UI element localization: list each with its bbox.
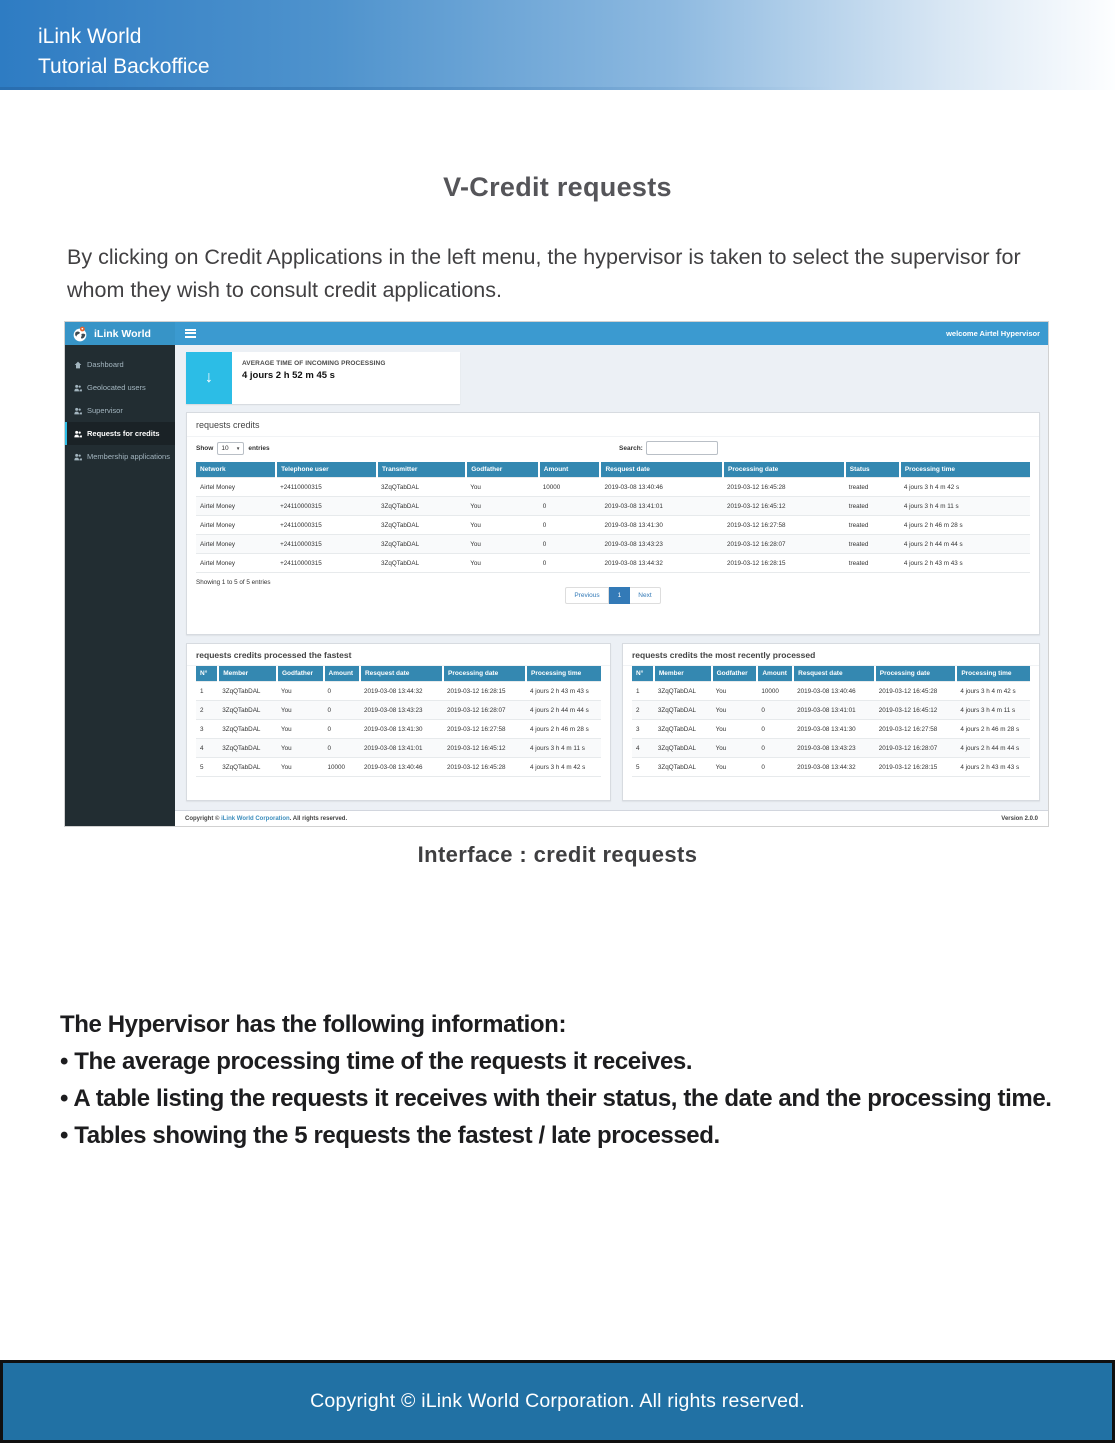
- cell: 2019-03-12 16:28:15: [443, 682, 526, 701]
- cell: 2019-03-08 13:41:30: [600, 516, 723, 535]
- column-header[interactable]: Status: [845, 462, 900, 478]
- cell: 4 jours 2 h 44 m 44 s: [526, 701, 601, 720]
- cell: 2019-03-08 13:41:01: [600, 497, 723, 516]
- cell: 4 jours 3 h 4 m 42 s: [956, 682, 1030, 701]
- info-bullet: • Tables showing the 5 requests the fastest / late processed.: [60, 1122, 720, 1149]
- users-icon: [74, 430, 82, 438]
- users-icon: [74, 453, 82, 461]
- column-header[interactable]: N°: [196, 666, 218, 682]
- cell: Airtel Money: [196, 554, 276, 573]
- cell: 2019-03-12 16:28:07: [875, 739, 957, 758]
- cell: +24110000315: [276, 554, 377, 573]
- cell: treated: [845, 554, 900, 573]
- sidebar-item-label: Supervisor: [87, 406, 123, 415]
- table-row: [196, 478, 1030, 497]
- cell: treated: [845, 516, 900, 535]
- cell: 3ZqQTabDAL: [377, 478, 466, 497]
- pagination-next-button[interactable]: Next: [630, 587, 660, 604]
- cell: 2019-03-12 16:27:58: [443, 720, 526, 739]
- globe-pin-icon: [72, 326, 88, 342]
- cell: 2019-03-12 16:45:12: [443, 739, 526, 758]
- cell: 2019-03-08 13:41:30: [360, 720, 443, 739]
- column-header[interactable]: Resquest date: [360, 666, 443, 682]
- cell: 3ZqQTabDAL: [218, 701, 277, 720]
- column-header[interactable]: Processing time: [956, 666, 1030, 682]
- cell: You: [466, 497, 539, 516]
- column-header[interactable]: Resquest date: [600, 462, 723, 478]
- table-row: [196, 682, 601, 701]
- cell: You: [712, 739, 758, 758]
- column-header[interactable]: Godfather: [277, 666, 324, 682]
- table-row: [196, 720, 601, 739]
- cell: 4 jours 2 h 43 m 43 s: [526, 682, 601, 701]
- cell: 2: [632, 701, 654, 720]
- cell: 4: [632, 739, 654, 758]
- cell: 4 jours 2 h 46 m 28 s: [956, 720, 1030, 739]
- cell: 3ZqQTabDAL: [654, 701, 712, 720]
- cell: 2019-03-08 13:43:23: [360, 701, 443, 720]
- cell: 4 jours 2 h 46 m 28 s: [526, 720, 601, 739]
- cell: 2019-03-12 16:45:12: [723, 497, 845, 516]
- users-icon: [74, 407, 82, 415]
- cell: 2019-03-12 16:45:28: [443, 758, 526, 777]
- cell: treated: [845, 535, 900, 554]
- cell: 2019-03-08 13:44:32: [600, 554, 723, 573]
- column-header[interactable]: N°: [632, 666, 654, 682]
- cell: 2019-03-08 13:41:01: [360, 739, 443, 758]
- header-line-1: iLink World: [38, 25, 142, 48]
- cell: Airtel Money: [196, 535, 276, 554]
- requests-credits-table: [196, 462, 1030, 573]
- info-block: [60, 1006, 1070, 1154]
- copyright-suffix: . All rights reserved.: [289, 815, 348, 822]
- copyright-link[interactable]: iLink World Corporation: [221, 815, 290, 822]
- cell: 3ZqQTabDAL: [654, 720, 712, 739]
- column-header[interactable]: Processing date: [723, 462, 845, 478]
- cell: 0: [757, 758, 793, 777]
- cell: You: [712, 701, 758, 720]
- table-header-row: [196, 462, 1030, 478]
- cell: 4 jours 2 h 43 m 43 s: [900, 554, 1030, 573]
- sidebar-item-label: Requests for credits: [87, 429, 160, 438]
- show-label: Show: [196, 445, 214, 452]
- sidebar-item-geolocated-users[interactable]: [65, 376, 175, 399]
- cell: 3ZqQTabDAL: [377, 497, 466, 516]
- table-row: [196, 554, 1030, 573]
- cell: You: [466, 535, 539, 554]
- table-row: [632, 739, 1030, 758]
- cell: 2019-03-08 13:40:46: [360, 758, 443, 777]
- sidebar-item-label: Geolocated users: [87, 383, 146, 392]
- app-version: Version 2.0.0: [1001, 815, 1038, 822]
- figure-caption: Interface : credit requests: [417, 842, 698, 867]
- cell: +24110000315: [276, 516, 377, 535]
- cell: 2019-03-12 16:28:07: [723, 535, 845, 554]
- cell: 2019-03-08 13:41:01: [793, 701, 875, 720]
- cell: You: [466, 554, 539, 573]
- down-arrow-icon: ↓: [186, 352, 232, 404]
- page-footer: [0, 1360, 1115, 1443]
- app-logo[interactable]: [65, 322, 175, 345]
- info-heading: The Hypervisor has the following information:: [60, 1011, 567, 1038]
- cell: treated: [845, 497, 900, 516]
- panel-title: requests credits the most recently processed: [623, 644, 1039, 666]
- cell: You: [712, 758, 758, 777]
- cell: Airtel Money: [196, 478, 276, 497]
- table-row: [196, 516, 1030, 535]
- cell: 4 jours 2 h 44 m 44 s: [900, 535, 1030, 554]
- cell: You: [277, 739, 324, 758]
- column-header[interactable]: Processing time: [526, 666, 601, 682]
- requests-credits-panel: [186, 412, 1040, 635]
- cell: 4 jours 3 h 4 m 11 s: [900, 497, 1030, 516]
- copyright-prefix: Copyright ©: [185, 815, 222, 822]
- info-bullet: • The average processing time of the requests it receives.: [60, 1048, 693, 1075]
- backoffice-screenshot: [65, 322, 1048, 826]
- app-copyright: [185, 816, 347, 822]
- cell: You: [712, 720, 758, 739]
- cell: 4 jours 3 h 4 m 42 s: [526, 758, 601, 777]
- table-row: [196, 701, 601, 720]
- app-navbar: [65, 322, 1048, 345]
- cell: 3ZqQTabDAL: [218, 720, 277, 739]
- cell: 2019-03-12 16:28:15: [875, 758, 957, 777]
- average-time-label: AVERAGE TIME OF INCOMING PROCESSING: [242, 360, 386, 367]
- cell: 3ZqQTabDAL: [377, 554, 466, 573]
- cell: 2019-03-08 13:41:30: [793, 720, 875, 739]
- cell: 2019-03-12 16:45:28: [875, 682, 957, 701]
- table-row: [196, 739, 601, 758]
- intro-paragraph: By clicking on Credit Applications in the left menu, the hypervisor is taken to select the supervisor for whom they wish to consult credit applications.: [67, 245, 1021, 302]
- cell: You: [277, 701, 324, 720]
- column-header[interactable]: Resquest date: [793, 666, 875, 682]
- panel-title: requests credits: [187, 413, 1039, 437]
- cell: 4 jours 3 h 4 m 42 s: [900, 478, 1030, 497]
- cell: You: [277, 758, 324, 777]
- table-row: [196, 497, 1030, 516]
- table-row: [632, 758, 1030, 777]
- cell: You: [277, 720, 324, 739]
- cell: 5: [632, 758, 654, 777]
- page-footer-text: Copyright © iLink World Corporation. All rights reserved.: [310, 1390, 805, 1412]
- cell: 2019-03-12 16:45:12: [875, 701, 957, 720]
- cell: 3: [632, 720, 654, 739]
- sidebar-item-membership-applications[interactable]: [65, 445, 175, 468]
- cell: 10000: [539, 478, 601, 497]
- cell: Airtel Money: [196, 516, 276, 535]
- sidebar-item-supervisor[interactable]: [65, 399, 175, 422]
- cell: 10000: [757, 682, 793, 701]
- cell: 0: [757, 701, 793, 720]
- column-header[interactable]: Amount: [324, 666, 360, 682]
- cell: 0: [324, 739, 360, 758]
- column-header[interactable]: Processing date: [443, 666, 526, 682]
- welcome-user[interactable]: welcome Airtel Hypervisor: [946, 329, 1040, 338]
- cell: 3ZqQTabDAL: [218, 758, 277, 777]
- fastest-requests-table: [196, 666, 601, 777]
- cell: 3ZqQTabDAL: [377, 535, 466, 554]
- pagination-previous-button[interactable]: Previous: [565, 587, 608, 604]
- cell: 0: [539, 516, 601, 535]
- table-controls: [187, 437, 1039, 462]
- column-header[interactable]: Telephone user: [276, 462, 377, 478]
- column-header[interactable]: Processing time: [900, 462, 1030, 478]
- cell: 3ZqQTabDAL: [654, 682, 712, 701]
- cell: 3ZqQTabDAL: [218, 739, 277, 758]
- show-entries-group: [196, 442, 270, 455]
- cell: 3ZqQTabDAL: [654, 739, 712, 758]
- table-row: [632, 720, 1030, 739]
- cell: 4 jours 2 h 46 m 28 s: [900, 516, 1030, 535]
- cell: 5: [196, 758, 218, 777]
- search-group: [619, 441, 718, 455]
- table-header-row: [632, 666, 1030, 682]
- cell: treated: [845, 478, 900, 497]
- cell: +24110000315: [276, 478, 377, 497]
- cell: 2019-03-08 13:40:46: [793, 682, 875, 701]
- cell: You: [466, 478, 539, 497]
- app-sidebar: [65, 345, 175, 826]
- average-time-widget: [186, 352, 460, 404]
- column-header[interactable]: Member: [218, 666, 277, 682]
- cell: 2019-03-08 13:43:23: [600, 535, 723, 554]
- app-footer: [175, 810, 1048, 826]
- recent-requests-panel: [622, 643, 1040, 801]
- document-header-text: [38, 22, 210, 82]
- column-header[interactable]: Processing date: [875, 666, 957, 682]
- info-bullet: • A table listing the requests it receives with their status, the date and the processing time.: [60, 1085, 1052, 1112]
- cell: 2019-03-12 16:45:28: [723, 478, 845, 497]
- cell: 0: [757, 739, 793, 758]
- cell: 2019-03-08 13:40:46: [600, 478, 723, 497]
- sidebar-item-label: Dashboard: [87, 360, 124, 369]
- sidebar-item-label: Membership applications: [87, 452, 170, 461]
- average-time-value: 4 jours 2 h 52 m 45 s: [242, 370, 335, 381]
- column-header[interactable]: Amount: [539, 462, 601, 478]
- cell: 2019-03-08 13:44:32: [360, 682, 443, 701]
- recent-requests-table: [632, 666, 1030, 777]
- table-row: [632, 682, 1030, 701]
- cell: 4: [196, 739, 218, 758]
- pagination: [187, 587, 1039, 604]
- cell: 4 jours 2 h 44 m 44 s: [956, 739, 1030, 758]
- app-content: [175, 345, 1048, 826]
- chevron-down-icon: ▼: [235, 446, 241, 451]
- document-header: [0, 0, 1115, 90]
- cell: 2019-03-12 16:28:07: [443, 701, 526, 720]
- header-line-2: Tutorial Backoffice: [38, 55, 210, 78]
- cell: 2019-03-08 13:44:32: [793, 758, 875, 777]
- cell: 3: [196, 720, 218, 739]
- fastest-requests-panel: [186, 643, 611, 801]
- cell: Airtel Money: [196, 497, 276, 516]
- cell: 0: [324, 720, 360, 739]
- showing-entries-text: Showing 1 to 5 of 5 entries: [196, 579, 271, 586]
- cell: 4 jours 3 h 4 m 11 s: [956, 701, 1030, 720]
- cell: 2019-03-08 13:43:23: [793, 739, 875, 758]
- column-header[interactable]: Network: [196, 462, 276, 478]
- table-header-row: [196, 666, 601, 682]
- page-title: V-Credit requests: [443, 172, 672, 202]
- cell: 10000: [324, 758, 360, 777]
- cell: 2: [196, 701, 218, 720]
- sidebar-item-dashboard[interactable]: [65, 353, 175, 376]
- home-icon: [74, 361, 82, 369]
- cell: 4 jours 2 h 43 m 43 s: [956, 758, 1030, 777]
- pagination-page-1-button[interactable]: 1: [609, 587, 631, 604]
- cell: 0: [539, 497, 601, 516]
- column-header[interactable]: Godfather: [712, 666, 758, 682]
- table-row: [196, 535, 1030, 554]
- search-label: Search:: [619, 444, 643, 452]
- cell: +24110000315: [276, 535, 377, 554]
- cell: You: [466, 516, 539, 535]
- entries-label: entries: [248, 445, 270, 452]
- cell: You: [712, 682, 758, 701]
- table-row: [632, 701, 1030, 720]
- users-icon: [74, 384, 82, 392]
- column-header[interactable]: Amount: [757, 666, 793, 682]
- cell: 4 jours 3 h 4 m 11 s: [526, 739, 601, 758]
- cell: 0: [324, 701, 360, 720]
- sidebar-item-requests-for-credits[interactable]: [65, 422, 175, 445]
- show-entries-select[interactable]: [217, 442, 244, 455]
- cell: 0: [757, 720, 793, 739]
- column-header[interactable]: Member: [654, 666, 712, 682]
- cell: 3ZqQTabDAL: [654, 758, 712, 777]
- column-header[interactable]: Transmitter: [377, 462, 466, 478]
- cell: 3ZqQTabDAL: [377, 516, 466, 535]
- column-header[interactable]: Godfather: [466, 462, 539, 478]
- cell: +24110000315: [276, 497, 377, 516]
- cell: 2019-03-12 16:28:15: [723, 554, 845, 573]
- app-brand: iLink World: [94, 327, 151, 340]
- show-entries-value: 10: [221, 445, 229, 452]
- search-input[interactable]: [646, 441, 718, 455]
- cell: 0: [539, 535, 601, 554]
- table-row: [196, 758, 601, 777]
- cell: 3ZqQTabDAL: [218, 682, 277, 701]
- cell: 2019-03-12 16:27:58: [723, 516, 845, 535]
- cell: 2019-03-12 16:27:58: [875, 720, 957, 739]
- average-time-text: [232, 352, 386, 404]
- cell: 0: [539, 554, 601, 573]
- cell: You: [277, 682, 324, 701]
- hamburger-menu-icon[interactable]: [185, 329, 196, 338]
- cell: 1: [196, 682, 218, 701]
- cell: 1: [632, 682, 654, 701]
- panel-title: requests credits processed the fastest: [187, 644, 610, 666]
- cell: 0: [324, 682, 360, 701]
